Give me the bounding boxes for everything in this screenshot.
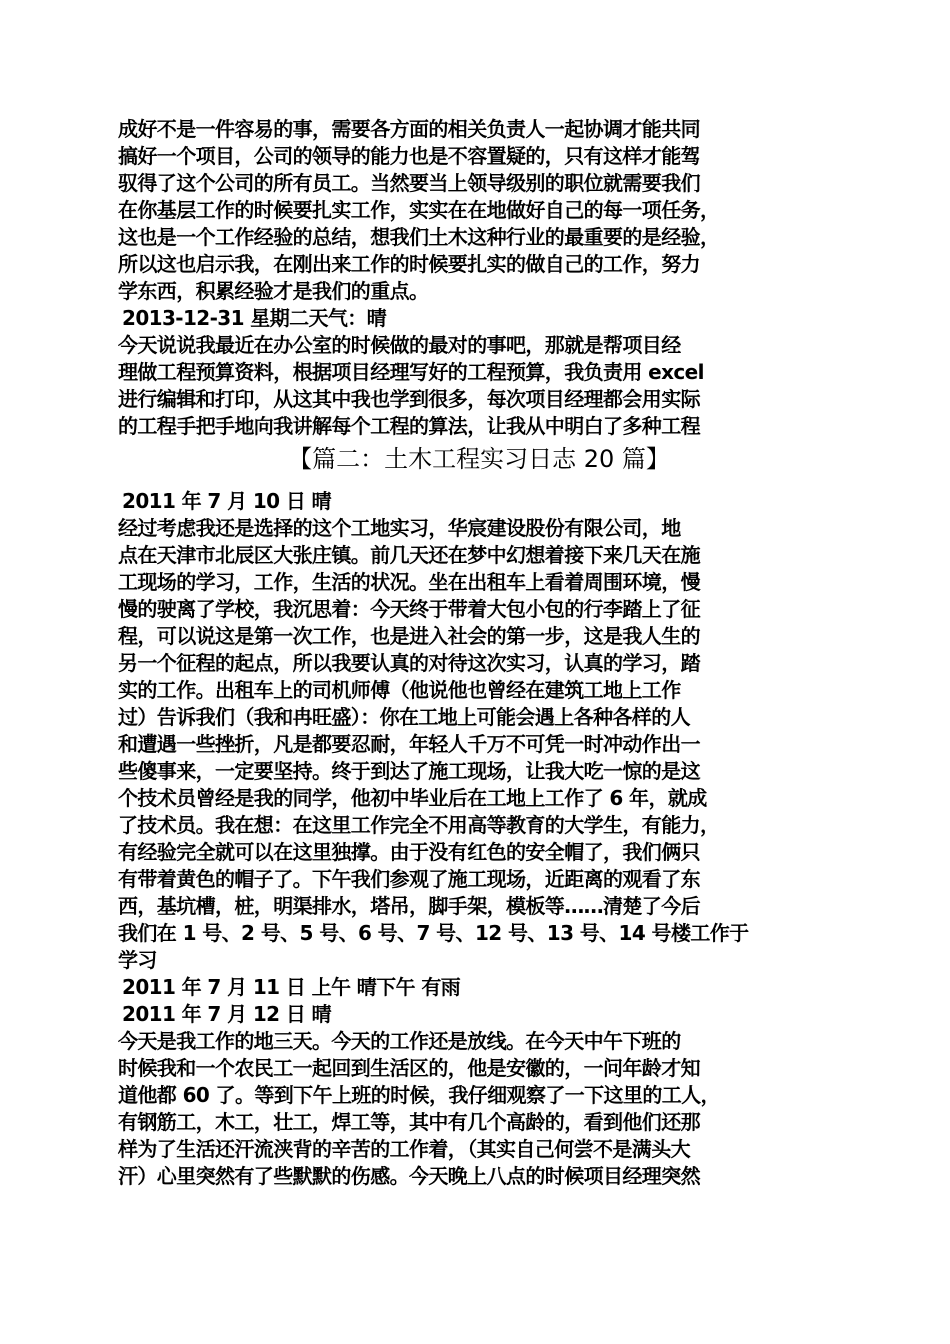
text-line: 所以这也启示我，在刚出来工作的时候要扎实的做自己的工作，努力 <box>118 252 700 276</box>
text-line: 驭得了这个公司的所有员工。当然要当上领导级别的职位就需要我们 <box>118 171 700 195</box>
diary-entry <box>118 1028 840 1190</box>
entry-date: 2011 年 7 月 11 日 上午 晴下午 有雨 <box>122 975 461 999</box>
text-line: 工现场的学习，工作，生活的状况。坐在出租车上看着周围环境，慢 <box>118 570 700 594</box>
text-line: 些傻事来，一定要坚持。终于到达了施工现场，让我大吃一惊的是这 <box>118 759 700 783</box>
text-line: 成好不是一件容易的事，需要各方面的相关负责人一起协调才能共同 <box>118 117 700 141</box>
text-line: 今天说说我最近在办公室的时候做的最对的事吧，那就是帮项目经 <box>118 333 681 357</box>
text-line: 今天是我工作的地三天。今天的工作还是放线。在今天中午下班的 <box>118 1029 681 1053</box>
text-line: 有钢筋工，木工，壮工，焊工等，其中有几个高龄的，看到他们还那 <box>118 1110 700 1134</box>
text-line: 这也是一个工作经验的总结，想我们土木这种行业的最重要的是经验， <box>118 225 720 249</box>
paragraph-continuation <box>118 116 840 305</box>
text-line: 搞好一个项目，公司的领导的能力也是不容置疑的，只有这样才能驾 <box>118 144 700 168</box>
text-line: 样为了生活还汗流浃背的辛苦的工作着，（其实自己何尝不是满头大 <box>118 1137 690 1161</box>
text-line: 和遭遇一些挫折，凡是都要忍耐，年轻人千万不可凭一时冲动作出一 <box>118 732 700 756</box>
diary-entry <box>118 515 840 974</box>
document-page <box>118 116 840 1190</box>
diary-entry <box>118 332 840 440</box>
text-line: 汗）心里突然有了些默默的伤感。今天晚上八点的时候项目经理突然 <box>118 1164 700 1188</box>
text-line: 经过考虑我还是选择的这个工地实习，华宸建设股份有限公司，地 <box>118 516 681 540</box>
entry-date: 2011 年 7 月 12 日 晴 <box>122 1002 331 1026</box>
text-line: 有带着黄色的帽子了。下午我们参观了施工现场，近距离的观看了东 <box>118 867 700 891</box>
text-line: 学习 <box>118 948 157 972</box>
text-line: 我们在 1 号、2 号、5 号、6 号、7 号、12 号、13 号、14 号楼工作于 <box>118 921 749 945</box>
text-line: 点在天津市北辰区大张庄镇。前几天还在梦中幻想着接下来几天在施 <box>118 543 700 567</box>
text-line: 进行编辑和打印，从这其中我也学到很多，每次项目经理都会用实际 <box>118 387 700 411</box>
text-line: 道他都 60 了。等到下午上班的时候，我仔细观察了一下这里的工人， <box>118 1083 720 1107</box>
text-line: 个技术员曾经是我的同学，他初中毕业后在工地上工作了 6 年，就成 <box>118 786 707 810</box>
text-line: 有经验完全就可以在这里独撑。由于没有红色的安全帽了，我们俩只 <box>118 840 700 864</box>
section-heading: 【篇二：土木工程实习日志 20 篇】 <box>288 445 670 473</box>
text-line: 实的工作。出租车上的司机师傅（他说他也曾经在建筑工地上工作 <box>118 678 681 702</box>
text-line: 的工程手把手地向我讲解每个工程的算法，让我从中明白了多种工程 <box>118 414 700 438</box>
text-line: 另一个征程的起点，所以我要认真的对待这次实习，认真的学习，踏 <box>118 651 700 675</box>
text-line: 慢的驶离了学校，我沉思着：今天终于带着大包小包的行李踏上了征 <box>118 597 700 621</box>
entry-date: 2011 年 7 月 10 日 晴 <box>122 489 331 513</box>
entry-date: 2013-12-31 星期二天气：晴 <box>122 306 387 330</box>
text-line: 理做工程预算资料，根据项目经理写好的工程预算，我负责用 excel <box>118 360 704 384</box>
text-line: 程，可以说这是第一次工作，也是进入社会的第一步，这是我人生的 <box>118 624 700 648</box>
text-line: 学东西，积累经验才是我们的重点。 <box>118 279 429 303</box>
text-line: 在你基层工作的时候要扎实工作，实实在在地做好自己的每一项任务， <box>118 198 720 222</box>
text-line: 过）告诉我们（我和冉旺盛）：你在工地上可能会遇上各种各样的人 <box>118 705 690 729</box>
text-line: 时候我和一个农民工一起回到生活区的，他是安徽的，一问年龄才知 <box>118 1056 700 1080</box>
text-line: 了技术员。我在想：在这里工作完全不用高等教育的大学生，有能力， <box>118 813 720 837</box>
text-line: 西，基坑槽，桩，明渠排水，塔吊，脚手架，模板等……清楚了今后 <box>118 894 700 918</box>
